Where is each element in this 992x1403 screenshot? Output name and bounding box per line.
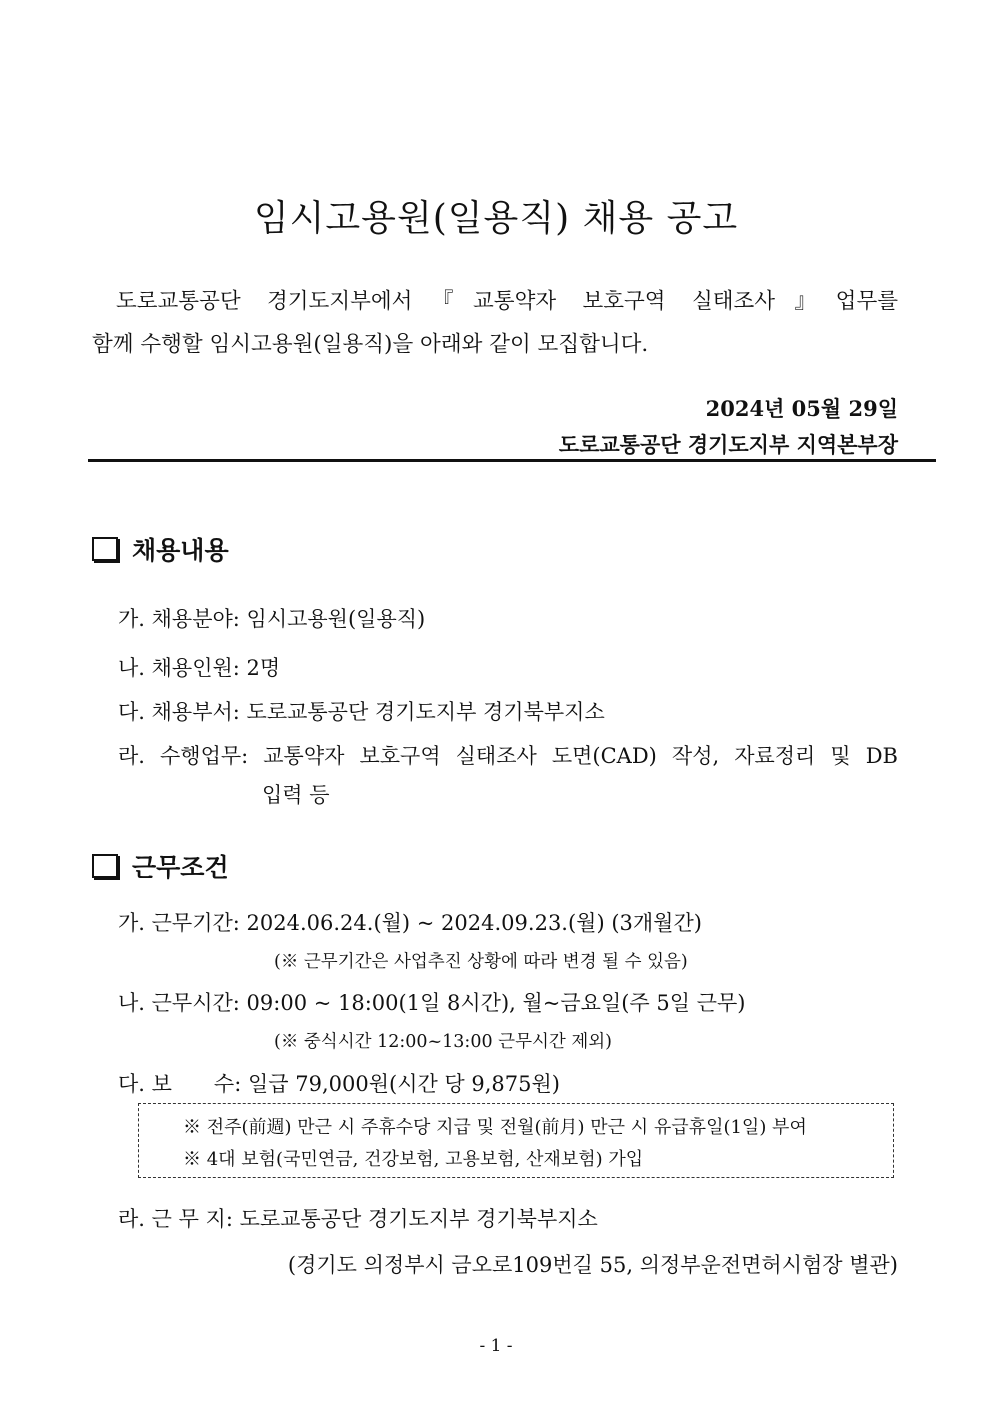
work-address: (경기도 의정부시 금오로109번길 55, 의정부운전면허시험장 별관) [287,1253,898,1277]
section-heading-recruitment [92,531,229,567]
header-divider [88,459,936,462]
section-heading-text: 채용내용 [132,536,229,565]
section-heading-text: 근무조건 [132,853,229,882]
work-hours: 나. 근무시간: 09:00 ~ 18:00(1일 8시간), 월~금요일(주 5일 근무) [118,991,746,1015]
checkbox-square-icon [92,854,118,878]
work-period: 가. 근무기간: 2024.06.24.(월) ~ 2024.09.23.(월) (3개월간) [118,911,702,935]
recruit-field: 가. 채용분야: 임시고용원(일용직) [118,607,426,631]
recruit-duties: 라. 수행업무: 교통약자 보호구역 실태조사 도면(CAD) 작성, 자료정리 및 DB [118,744,898,768]
work-location: 라. 근 무 지: 도로교통공단 경기도지부 경기북부지소 [118,1207,598,1231]
recruit-duties-continued: 입력 등 [262,783,330,807]
issuer: 도로교통공단 경기도지부 지역본부장 [558,432,898,457]
recruit-count: 나. 채용인원: 2명 [118,656,281,680]
work-hours-note: (※ 중식시간 12:00~13:00 근무시간 제외) [274,1032,612,1052]
pay-notes-box [138,1103,894,1178]
document-title: 임시고용원(일용직) 채용 공고 [253,198,739,239]
page-number: - 1 - [479,1336,513,1356]
intro-line-1: 도로교통공단 경기도지부에서『교통약자 보호구역 실태조사』업무를 [116,289,898,314]
pay-value: 일급 79,000원(시간 당 9,875원) [247,1072,560,1096]
pay-note-weekly: ※ 전주(前週) 만근 시 주휴수당 지급 및 전월(前月) 만근 시 유급휴일(1일) 부여 [183,1117,807,1138]
work-period-note: (※ 근무기간은 사업추진 상황에 따라 변경 될 수 있음) [274,952,688,972]
pay-note-insurance: ※ 4대 보험(국민연금, 건강보험, 고용보험, 산재보험) 가입 [183,1149,644,1170]
section-heading-conditions [92,848,229,884]
checkbox-square-icon [92,537,118,561]
pay-label: 다. 보 수: [118,1072,242,1096]
pay [118,1068,560,1098]
announcement-date: 2024년 05월 29일 [705,396,898,421]
intro-line-2: 함께 수행할 임시고용원(일용직)을 아래와 같이 모집합니다. [92,332,649,357]
recruit-department: 다. 채용부서: 도로교통공단 경기도지부 경기북부지소 [118,700,605,724]
